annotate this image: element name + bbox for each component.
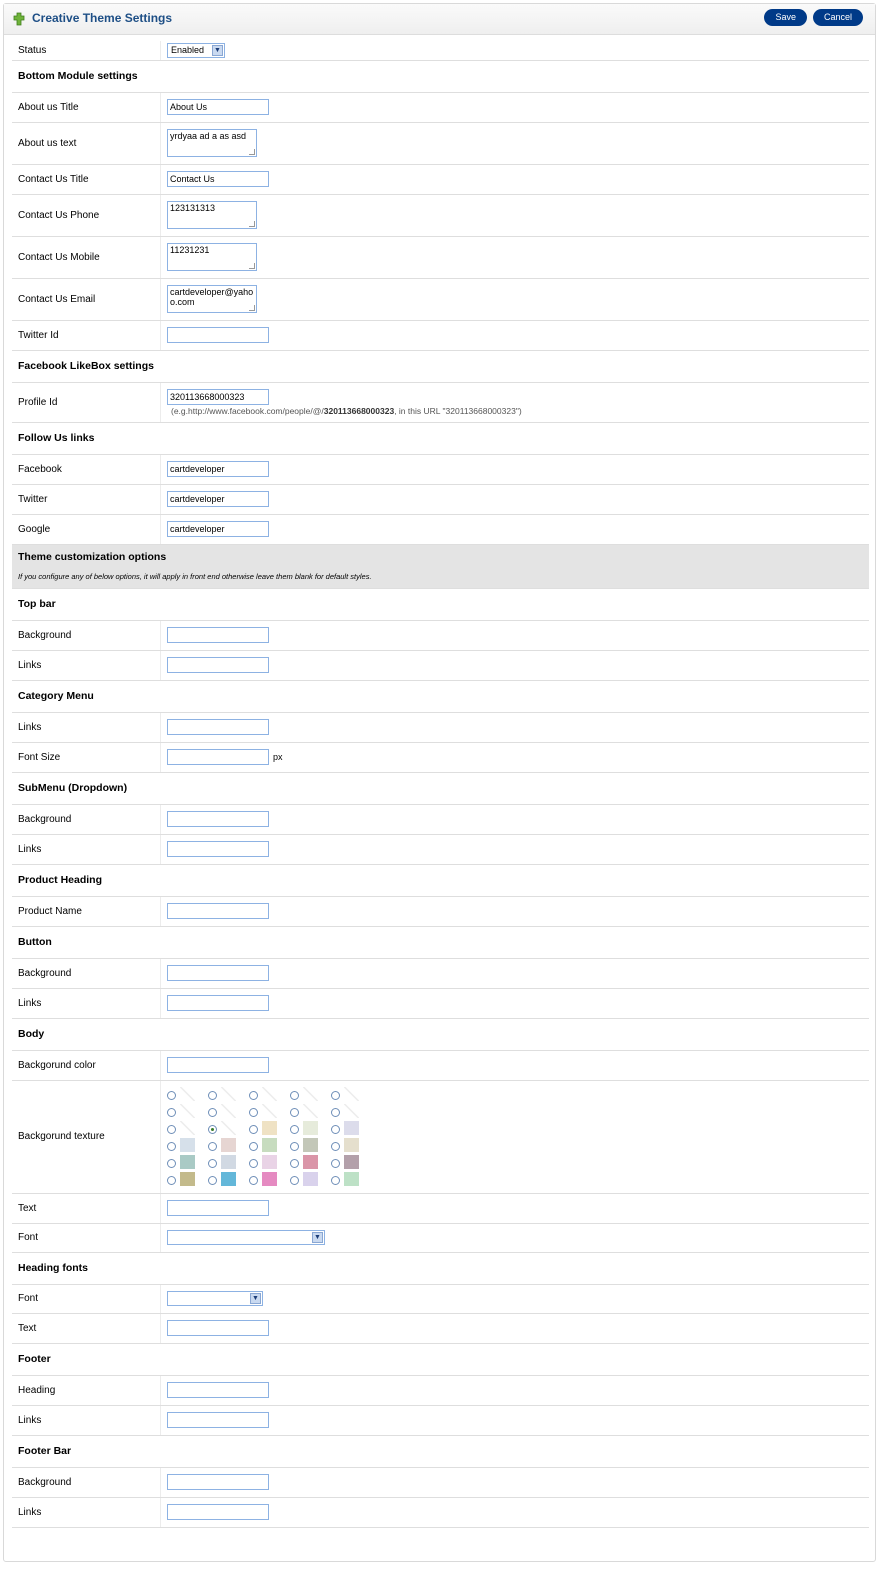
field-label: Contact Us Email bbox=[12, 278, 161, 320]
texture-swatch bbox=[344, 1087, 359, 1101]
texture-option[interactable] bbox=[249, 1171, 290, 1188]
texture-swatch bbox=[303, 1138, 318, 1152]
texture-radio[interactable] bbox=[167, 1159, 176, 1168]
field-label: Links bbox=[12, 834, 161, 864]
section-heading: Facebook LikeBox settings bbox=[12, 350, 869, 382]
contact-title-input[interactable]: Contact Us bbox=[167, 171, 269, 187]
footer-heading-input[interactable] bbox=[167, 1382, 269, 1398]
profile-id-input[interactable]: 320113668000323 bbox=[167, 389, 269, 405]
texture-radio[interactable] bbox=[208, 1108, 217, 1117]
row-status bbox=[12, 41, 869, 60]
texture-option[interactable] bbox=[249, 1103, 290, 1120]
section-heading: SubMenu (Dropdown) bbox=[12, 772, 869, 804]
theme-customization-heading: Theme customization options If you configure any of below options, it will apply in front end otherwise leave them blank for default styles. bbox=[12, 544, 869, 588]
texture-option[interactable] bbox=[290, 1171, 331, 1188]
texture-swatch bbox=[303, 1155, 318, 1169]
texture-row bbox=[167, 1103, 377, 1120]
panel-heading bbox=[4, 4, 875, 35]
texture-swatch bbox=[262, 1155, 277, 1169]
section-heading: Product Heading bbox=[12, 864, 869, 896]
field-label: Background bbox=[12, 958, 161, 988]
field-label: Text bbox=[12, 1193, 161, 1223]
section-heading: Top bar bbox=[12, 588, 869, 620]
texture-radio[interactable] bbox=[208, 1142, 217, 1151]
section-heading: Footer Bar bbox=[12, 1435, 869, 1467]
heading-font-select[interactable] bbox=[167, 1291, 263, 1306]
texture-option[interactable] bbox=[290, 1103, 331, 1120]
texture-row bbox=[167, 1171, 377, 1188]
texture-row bbox=[167, 1154, 377, 1171]
texture-radio[interactable] bbox=[331, 1176, 340, 1185]
submenu-background-input[interactable] bbox=[167, 811, 269, 827]
texture-swatch bbox=[262, 1121, 277, 1135]
facebook-link-input[interactable]: cartdeveloper bbox=[167, 461, 269, 477]
topbar-background-input[interactable] bbox=[167, 627, 269, 643]
texture-radio[interactable] bbox=[208, 1159, 217, 1168]
field-label: Contact Us Mobile bbox=[12, 236, 161, 278]
twitter-link-input[interactable]: cartdeveloper bbox=[167, 491, 269, 507]
texture-radio[interactable] bbox=[249, 1159, 258, 1168]
texture-radio[interactable] bbox=[249, 1091, 258, 1100]
field-label: Backgorund color bbox=[12, 1050, 161, 1080]
texture-swatch bbox=[303, 1121, 318, 1135]
status-select[interactable] bbox=[167, 43, 225, 58]
texture-radio[interactable] bbox=[331, 1125, 340, 1134]
texture-swatch bbox=[180, 1155, 195, 1169]
profile-id-hint: (e.g.http://www.facebook.com/people/@/320113668000323, in this URL "320113668000323") bbox=[171, 405, 522, 416]
field-label: Links bbox=[12, 712, 161, 742]
texture-radio[interactable] bbox=[167, 1125, 176, 1134]
texture-swatch bbox=[344, 1104, 359, 1118]
texture-option[interactable] bbox=[167, 1171, 208, 1188]
button-background-input[interactable] bbox=[167, 965, 269, 981]
field-label: Links bbox=[12, 988, 161, 1018]
texture-radio[interactable] bbox=[167, 1142, 176, 1151]
chevron-down-icon: ▼ bbox=[250, 1293, 261, 1304]
texture-swatch bbox=[262, 1138, 277, 1152]
texture-radio[interactable] bbox=[331, 1142, 340, 1151]
section-heading: Button bbox=[12, 926, 869, 958]
texture-option[interactable] bbox=[249, 1120, 290, 1137]
texture-swatch bbox=[303, 1104, 318, 1118]
body-font-select[interactable] bbox=[167, 1230, 325, 1245]
texture-option[interactable] bbox=[167, 1120, 208, 1137]
settings-panel bbox=[3, 3, 876, 1562]
field-label: Google bbox=[12, 514, 161, 544]
texture-option[interactable] bbox=[331, 1103, 372, 1120]
texture-option[interactable] bbox=[249, 1086, 290, 1103]
texture-radio[interactable] bbox=[249, 1176, 258, 1185]
field-label: Twitter bbox=[12, 484, 161, 514]
field-label: Background bbox=[12, 620, 161, 650]
texture-radio[interactable] bbox=[290, 1142, 299, 1151]
texture-swatch bbox=[180, 1138, 195, 1152]
body-background-color-input[interactable] bbox=[167, 1057, 269, 1073]
texture-swatch bbox=[221, 1121, 236, 1135]
texture-option[interactable] bbox=[249, 1154, 290, 1171]
product-name-input[interactable] bbox=[167, 903, 269, 919]
texture-option[interactable] bbox=[208, 1154, 249, 1171]
texture-option[interactable] bbox=[290, 1086, 331, 1103]
texture-radio[interactable] bbox=[249, 1125, 258, 1134]
section-heading: Heading fonts bbox=[12, 1252, 869, 1284]
field-label: About us text bbox=[12, 122, 161, 164]
texture-radio[interactable] bbox=[167, 1091, 176, 1100]
contact-phone-textarea[interactable]: 123131313 bbox=[167, 201, 257, 229]
section-heading: Bottom Module settings bbox=[12, 60, 869, 92]
texture-radio[interactable] bbox=[290, 1159, 299, 1168]
texture-option[interactable] bbox=[167, 1086, 208, 1103]
texture-option[interactable] bbox=[208, 1171, 249, 1188]
field-label: Links bbox=[12, 650, 161, 680]
texture-swatch bbox=[303, 1087, 318, 1101]
field-label: About us Title bbox=[12, 92, 161, 122]
texture-swatch bbox=[262, 1104, 277, 1118]
field-label: Text bbox=[12, 1313, 161, 1343]
texture-swatch bbox=[221, 1172, 236, 1186]
google-link-input[interactable]: cartdeveloper bbox=[167, 521, 269, 537]
field-label: Links bbox=[12, 1497, 161, 1527]
texture-swatch bbox=[180, 1172, 195, 1186]
contact-mobile-textarea[interactable]: 11231231 bbox=[167, 243, 257, 271]
texture-option[interactable] bbox=[167, 1154, 208, 1171]
chevron-down-icon: ▼ bbox=[212, 45, 223, 56]
field-label: Profile Id bbox=[12, 382, 161, 422]
texture-swatch bbox=[221, 1104, 236, 1118]
field-label: Font Size bbox=[12, 742, 161, 772]
texture-radio[interactable] bbox=[208, 1125, 217, 1134]
body-text-color-input[interactable] bbox=[167, 1200, 269, 1216]
texture-swatch bbox=[303, 1172, 318, 1186]
texture-option[interactable] bbox=[167, 1103, 208, 1120]
field-label: Background bbox=[12, 804, 161, 834]
cancel-button[interactable]: Cancel bbox=[813, 9, 863, 26]
texture-swatch bbox=[180, 1121, 195, 1135]
texture-option[interactable] bbox=[290, 1137, 331, 1154]
texture-swatch bbox=[262, 1087, 277, 1101]
texture-radio[interactable] bbox=[290, 1176, 299, 1185]
texture-swatch bbox=[344, 1155, 359, 1169]
about-title-input[interactable]: About Us bbox=[167, 99, 269, 115]
field-label: Facebook bbox=[12, 454, 161, 484]
texture-radio[interactable] bbox=[167, 1108, 176, 1117]
texture-swatch bbox=[180, 1087, 195, 1101]
texture-radio[interactable] bbox=[290, 1091, 299, 1100]
section-heading: Body bbox=[12, 1018, 869, 1050]
texture-options bbox=[167, 1086, 377, 1188]
field-label: Background bbox=[12, 1467, 161, 1497]
texture-swatch bbox=[221, 1155, 236, 1169]
texture-radio[interactable] bbox=[249, 1108, 258, 1117]
texture-radio[interactable] bbox=[208, 1091, 217, 1100]
theme-note: If you configure any of below options, it will apply in front end otherwise leave them blank for default styles. bbox=[18, 572, 372, 581]
field-label: Links bbox=[12, 1405, 161, 1435]
chevron-down-icon: ▼ bbox=[312, 1232, 323, 1243]
contact-email-textarea[interactable]: cartdeveloper@yahoo.com bbox=[167, 285, 257, 313]
texture-row bbox=[167, 1137, 377, 1154]
field-label: Twitter Id bbox=[12, 320, 161, 350]
texture-radio[interactable] bbox=[167, 1176, 176, 1185]
texture-option[interactable] bbox=[208, 1086, 249, 1103]
button-links-input[interactable] bbox=[167, 995, 269, 1011]
status-value: Enabled bbox=[171, 44, 205, 55]
category-links-input[interactable] bbox=[167, 719, 269, 735]
texture-radio[interactable] bbox=[331, 1159, 340, 1168]
section-heading: Follow Us links bbox=[12, 422, 869, 454]
texture-radio[interactable] bbox=[249, 1142, 258, 1151]
texture-option[interactable] bbox=[331, 1154, 372, 1171]
footer-links-input[interactable] bbox=[167, 1412, 269, 1428]
texture-swatch bbox=[262, 1172, 277, 1186]
texture-option[interactable] bbox=[331, 1137, 372, 1154]
texture-radio[interactable] bbox=[290, 1125, 299, 1134]
texture-swatch bbox=[221, 1138, 236, 1152]
category-font-size-input[interactable] bbox=[167, 749, 269, 765]
field-label: Status bbox=[12, 41, 161, 60]
texture-option[interactable] bbox=[290, 1154, 331, 1171]
footerbar-background-input[interactable] bbox=[167, 1474, 269, 1490]
plugin-icon bbox=[12, 12, 26, 26]
page-title: Creative Theme Settings bbox=[32, 11, 173, 25]
texture-row bbox=[167, 1086, 377, 1103]
texture-radio[interactable] bbox=[208, 1176, 217, 1185]
texture-option[interactable] bbox=[208, 1120, 249, 1137]
field-label: Contact Us Phone bbox=[12, 194, 161, 236]
texture-row bbox=[167, 1120, 377, 1137]
field-label: Product Name bbox=[12, 896, 161, 926]
heading-text-color-input[interactable] bbox=[167, 1320, 269, 1336]
texture-swatch bbox=[221, 1087, 236, 1101]
footerbar-links-input[interactable] bbox=[167, 1504, 269, 1520]
texture-option[interactable] bbox=[331, 1171, 372, 1188]
texture-option[interactable] bbox=[249, 1137, 290, 1154]
texture-radio[interactable] bbox=[331, 1091, 340, 1100]
texture-swatch bbox=[180, 1104, 195, 1118]
texture-option[interactable] bbox=[290, 1120, 331, 1137]
texture-swatch bbox=[344, 1172, 359, 1186]
texture-swatch bbox=[344, 1138, 359, 1152]
submenu-links-input[interactable] bbox=[167, 841, 269, 857]
texture-option[interactable] bbox=[208, 1137, 249, 1154]
field-label: Heading bbox=[12, 1375, 161, 1405]
field-label: Backgorund texture bbox=[12, 1080, 161, 1193]
field-label: Font bbox=[12, 1284, 161, 1313]
unit-label: px bbox=[273, 751, 283, 762]
field-label: Font bbox=[12, 1223, 161, 1252]
texture-option[interactable] bbox=[331, 1120, 372, 1137]
save-button[interactable]: Save bbox=[764, 9, 807, 26]
field-label: Contact Us Title bbox=[12, 164, 161, 194]
topbar-links-input[interactable] bbox=[167, 657, 269, 673]
texture-option[interactable] bbox=[208, 1103, 249, 1120]
twitter-id-input[interactable] bbox=[167, 327, 269, 343]
texture-option[interactable] bbox=[167, 1137, 208, 1154]
section-heading: Footer bbox=[12, 1343, 869, 1375]
texture-swatch bbox=[344, 1121, 359, 1135]
settings-form bbox=[12, 41, 869, 1528]
texture-radio[interactable] bbox=[331, 1108, 340, 1117]
texture-radio[interactable] bbox=[290, 1108, 299, 1117]
section-heading: Category Menu bbox=[12, 680, 869, 712]
texture-option[interactable] bbox=[331, 1086, 372, 1103]
about-text-textarea[interactable]: yrdyaa ad a as asd bbox=[167, 129, 257, 157]
